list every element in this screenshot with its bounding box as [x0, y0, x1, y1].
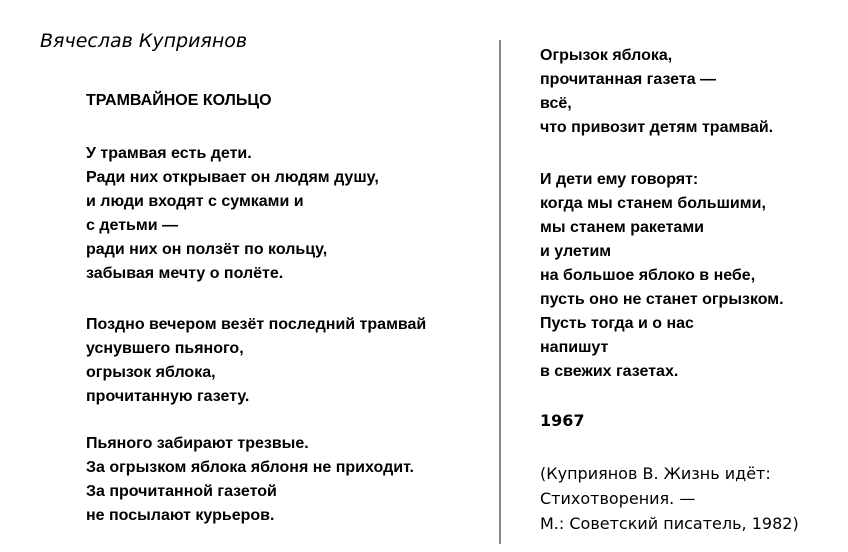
- poem-line: и люди входят с сумками и: [86, 193, 304, 210]
- poem-line: И дети ему говорят:: [540, 171, 699, 188]
- poem-line: Ради них открывает он людям душу,: [86, 169, 379, 186]
- poem-line: не посылают курьеров.: [86, 507, 275, 524]
- poem-line: всё,: [540, 95, 572, 112]
- poem-line: на большое яблоко в небе,: [540, 267, 756, 284]
- poem-line: прочитанную газету.: [86, 388, 250, 405]
- poem-line: пусть оно не станет огрызком.: [540, 291, 784, 308]
- stanza: [540, 44, 773, 140]
- stanza: [86, 313, 426, 409]
- source-line: М.: Советский писатель, 1982): [540, 514, 799, 533]
- poem-line: Огрызок яблока,: [540, 47, 673, 64]
- column-divider: [499, 40, 501, 544]
- poem-line: За прочитанной газетой: [86, 483, 277, 500]
- poem-line: когда мы станем большими,: [540, 195, 766, 212]
- poem-title: ТРАМВАЙНОЕ КОЛЬЦО: [86, 92, 272, 109]
- poem-line: и улетим: [540, 243, 612, 260]
- poem-line: Поздно вечером везёт последний трамвай: [86, 316, 427, 333]
- poem-year: 1967: [540, 411, 585, 430]
- stanza: [540, 168, 784, 384]
- source-line: Стихотворения. —: [540, 489, 696, 508]
- poem-line: За огрызком яблока яблоня не приходит.: [86, 459, 414, 476]
- source-line: (Куприянов В. Жизнь идёт:: [540, 464, 771, 483]
- poem-line: ради них он ползёт по кольцу,: [86, 241, 328, 258]
- author-name: Вячеслав Куприянов: [40, 30, 248, 52]
- source-citation: [540, 461, 799, 536]
- poem-line: Пьяного забирают трезвые.: [86, 435, 309, 452]
- poem-line: огрызок яблока,: [86, 364, 216, 381]
- poem-line: что привозит детям трамвай.: [540, 119, 774, 136]
- poem-line: Пусть тогда и о нас: [540, 315, 694, 332]
- poem-line: уснувшего пьяного,: [86, 340, 244, 357]
- poem-line: мы станем ракетами: [540, 219, 704, 236]
- poem-line: прочитанная газета —: [540, 71, 717, 88]
- stanza: [86, 432, 414, 528]
- poem-line: напишут: [540, 339, 609, 356]
- stanza: [86, 142, 379, 286]
- poem-line: У трамвая есть дети.: [86, 145, 252, 162]
- poem-line: в свежих газетах.: [540, 363, 679, 380]
- poem-line: забывая мечту о полёте.: [86, 265, 284, 282]
- poem-line: с детьми —: [86, 217, 178, 234]
